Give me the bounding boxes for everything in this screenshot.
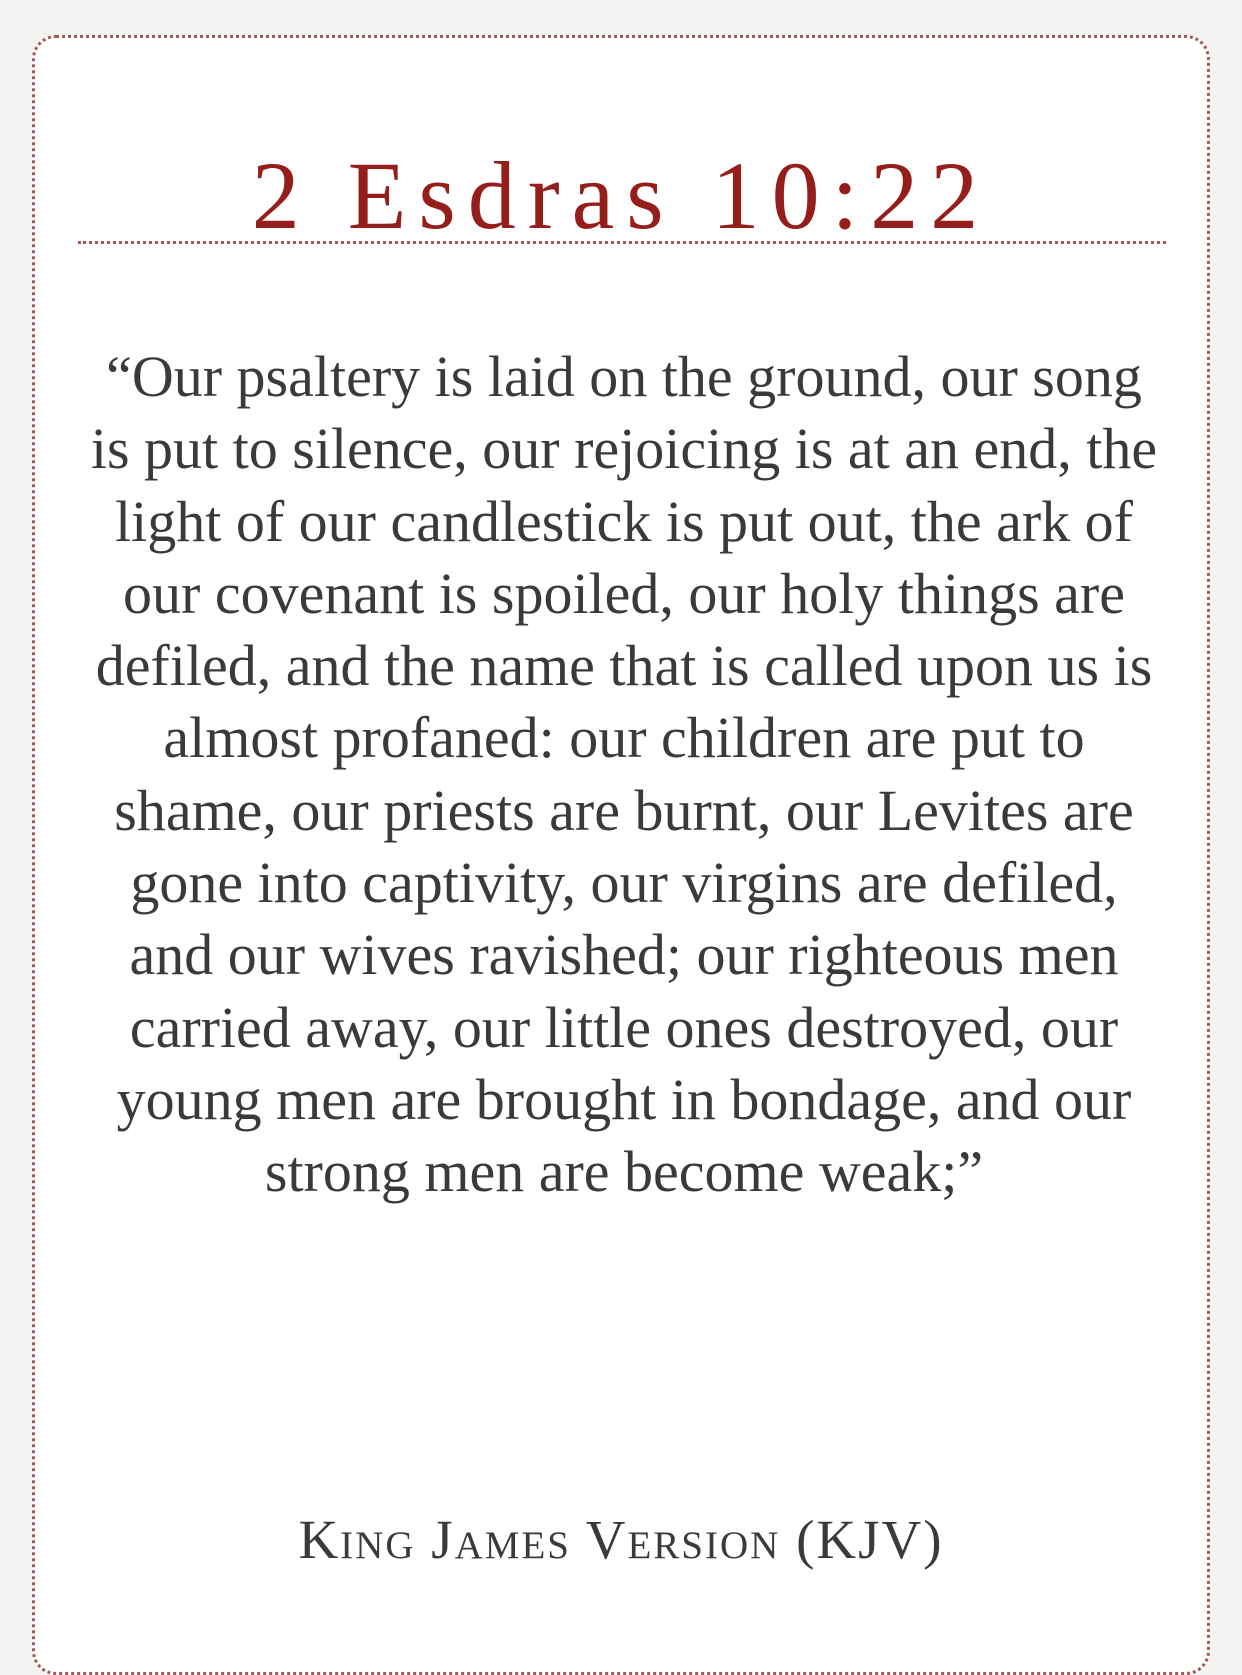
verse-text: “Our psaltery is laid on the ground, our song is put to silence, our rejoicing is at an end, the light of our candlestick is put out, the ark of our covenant is spoiled, our holy things are defiled, and the name that is called upon us is almost profaned: our children are put to shame, our priests are burnt, our Levites are gone into captivity, our virgins are defiled, and our wives ravished; our righteous men carried away, our little ones destroyed, our young men are brought in bondage, and our strong men are become weak;” [90,344,1158,1205]
verse-card [32,35,1210,1675]
bible-version: King James Version (KJV) [298,1509,944,1570]
verse-reference: 2 Esdras 10:22 [251,142,991,249]
title-divider [78,241,1166,244]
